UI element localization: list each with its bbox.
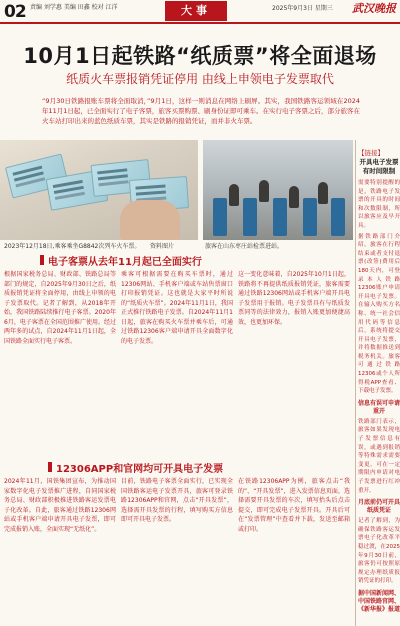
gate-image — [243, 198, 257, 236]
person-image — [229, 184, 239, 206]
section-marker — [48, 462, 52, 472]
gate-image — [303, 198, 317, 236]
person-image — [318, 182, 328, 204]
sidebar-heading: 开具电子发票有时间限制 — [359, 158, 399, 175]
sidebar-subheading: 月底前仍可开具纸质凭证 — [358, 499, 400, 515]
left-photo-caption: 2023年12月18日,乘客乘坐G8842次列车火车票。 — [4, 243, 141, 250]
sidebar-paragraph: 需要特别提醒的是，铁路电子发票的开具的时间和次数限制，所以旅客应及早开具。 — [358, 180, 400, 229]
article-column: 目前，铁路电子客票全面实行，已实现全国铁路客运电子发票开具，旅客可登录铁路12306APP和官网，点击“开具发票”，选择需开具发票的行程，填写购买方信息即可开具电子发票。 — [121, 478, 233, 523]
article-column: 这一变化意味着，自2025年10月1日起，铁路将不再提供纸质报销凭证，旅客需要通过铁路12306网站或手机客户端开具电子发票用于报销。电子发票具有与纸质发票同等的法律效力，报销入账更加便捷高效，也更加环保。 — [238, 271, 350, 326]
person-image — [289, 186, 299, 208]
article-column: 根据国家税务总局、财政部、铁路总局等部门的规定，自2025年9月30日之后，纸质报销凭证将全面停用，由线上申领的电子发票取代。记者了解到，从2018年开始，我国铁路陆续推行电子客票。2020年6月，电子客票在全国范围推广使用。经过两年多的试点，自2024年11月1日起，全国铁路全面实行电子客票。 — [4, 271, 116, 345]
page-number: 02 — [4, 2, 26, 22]
sidebar-paragraph: 记者了解到，为确保铁路客运发票电子化改革平稳过渡，在2025年9月30日前，旅客仍可按照原规定办理纸质报销凭证的打印。 — [358, 518, 400, 585]
person-image — [259, 180, 269, 202]
newspaper-logo: 武汉晚报 — [352, 2, 396, 15]
gate-image — [273, 198, 287, 236]
editor-credits: 责编 刘学惠 美编 田鑫 校对 江洋 — [30, 4, 118, 11]
gate-image — [213, 198, 227, 236]
column-divider — [355, 140, 356, 626]
ticket-photo — [0, 140, 198, 240]
lead-paragraph: “9月30日铁路报账车票将全面取消，”9月1日，这样一则消息在网络上刷屏。其实，我国铁路客运领域在2024年11月1日起，已全面实行了电子客票，旅客买票购票、刷身份证即可乘车。在实行电子客票之后，部分旅客在火车站打印出来的蓝色纸质车票，其实是铁路的报销凭证，而并非火车票。 — [42, 97, 360, 125]
section-banner: 大事 — [165, 1, 227, 21]
page-header — [0, 0, 400, 22]
left-photo-credit: 资料图片 — [150, 243, 175, 250]
section-marker — [40, 255, 44, 265]
sidebar-source: 据中国新闻网、中国铁路官网、《新华报》报道 — [358, 589, 400, 613]
sidebar-column — [358, 158, 400, 626]
sidebar-paragraph: 据铁路部门介绍，旅客在行程结束或者支付退票(改签)费用后180天内，可登录本人铁路12306账户申请开具电子发票。在输入购买方名称、统一社会信用代码等信息后，系统将提交开具电子发票，并将数据推送到税务机关。旅客可通过铁路12306或个人所得税APP查看、下载电子发票。 — [358, 233, 400, 395]
article-column: 乘客可根据需要在购买车票时，通过12306网站、手机客户端或车站售票窗口打印报销凭证。这也就是大家平时所说的“纸质火车票”。2024年11月1日，我国正式推行铁路电子发票。自2024年11月1日起，旅客在购买火车票并乘车后，可通过铁路12306客户端申请开具全面数字化的电子发票。 — [121, 271, 233, 345]
section-heading: 12306APP和官网均可开具电子发票 — [56, 464, 224, 475]
header-rule — [0, 22, 400, 24]
sidebar-tag: 【链接】 — [358, 149, 384, 157]
station-photo — [203, 140, 353, 240]
article-column: 2024年11月，国铁集团宣布，为推动国家数字化电子发票推广进程，自同国家税务总局、财政部积极推进铁路客运发票电子化改革。自此，旅客通过铁路12306网站或手机客户端申请开具电子发票，即可完成报销入账，全面实现“无纸化”。 — [4, 478, 116, 533]
gate-image — [331, 198, 345, 236]
main-headline: 10月1日起铁路“纸质票”将全面退场 — [23, 44, 377, 68]
sidebar-subheading: 信息有误可申请重开 — [358, 399, 400, 415]
subheadline: 纸质火车票报销凭证停用 由线上申领电子发票取代 — [66, 72, 334, 86]
issue-date: 2025年9月3日 星期三 — [272, 5, 333, 12]
hand-image — [120, 200, 180, 240]
sidebar-paragraph: 铁路部门表示，旅客如果发现电子发票信息有误，或遇到报销等特殊需求需要变更，可在一定期限内申请对电子发票进行红冲重开。 — [358, 418, 400, 494]
section-heading: 电子客票从去年11月起已全面实行 — [48, 257, 202, 268]
article-column: 在铁路12306APP为例，旅客点击“我的”、“开具发票”，进入发票信息页面，选择需要开具发票的车次，填写抬头后点击提交，即可完成电子发票开具。开具后可在“发票管理”中查看并下载，发送至邮箱或打印。 — [238, 478, 350, 533]
right-photo-caption: 旅客在山东枣庄站检票进站。 — [205, 243, 284, 250]
